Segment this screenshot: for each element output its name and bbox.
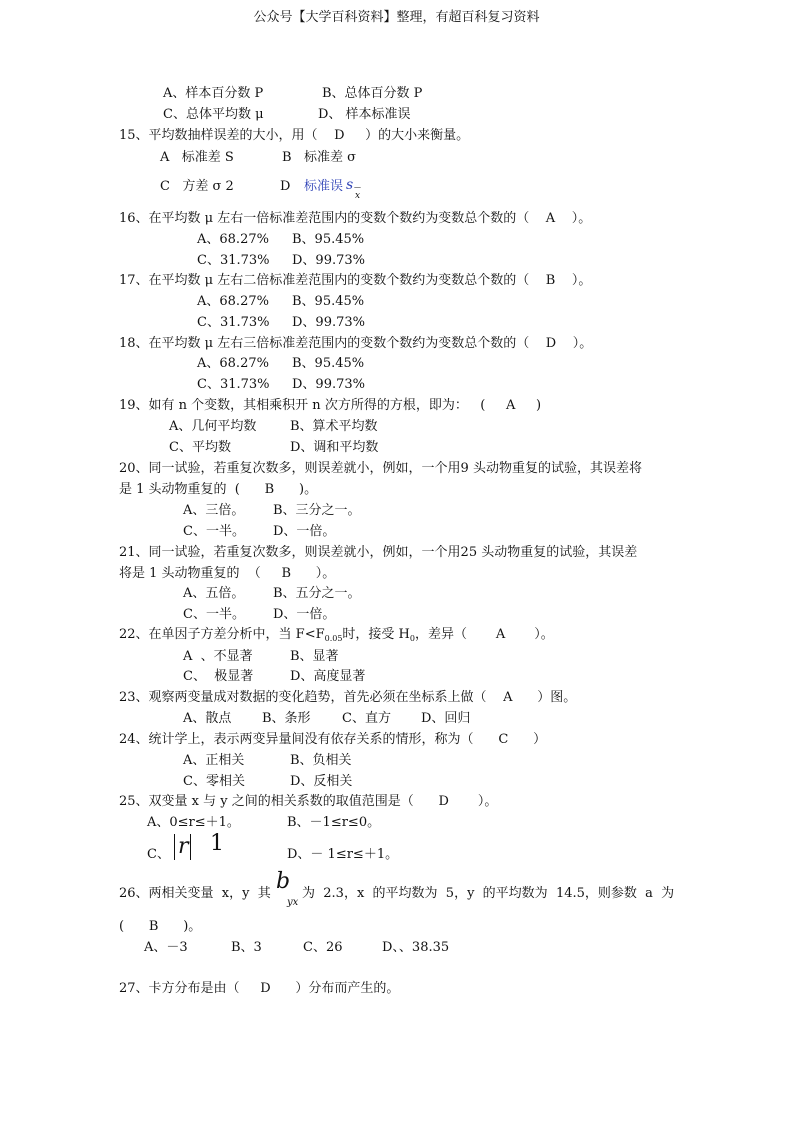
- q26-option-b: B、3: [231, 940, 262, 955]
- q23-option-b: B、条形: [262, 711, 311, 726]
- q19-option-a: A、几何平均数: [169, 419, 257, 434]
- q22-stem-post: ，差异（ A ）。: [415, 627, 554, 642]
- q19-option-c: C、平均数: [169, 440, 231, 455]
- q20-stem-line-1: 20、同一试验，若重复次数多，则误差就小，例如，一个用9 头动物重复的试验，其误差将: [119, 461, 642, 476]
- q16-option-b: B、95.45%: [292, 232, 365, 247]
- q21-option-a: A、五倍。: [183, 586, 245, 601]
- q24-option-c: C、零相关: [183, 774, 245, 789]
- q25-option-c-r: r: [178, 834, 189, 859]
- q20-option-d: D、一倍。: [273, 524, 336, 539]
- q22-option-c: C、 极显著: [183, 669, 254, 684]
- q18-option-d: D、99.73%: [292, 377, 365, 392]
- q24-option-d: D、反相关: [290, 774, 353, 789]
- q20-option-b: B、三分之一。: [273, 503, 361, 518]
- q25-option-c-label: C、: [147, 847, 170, 862]
- q14-option-b: B、总体百分数 P: [322, 86, 423, 101]
- q27-stem: 27、卡方分布是由（ D ）分布而产生的。: [119, 981, 400, 996]
- q20-option-c: C、一半。: [183, 524, 245, 539]
- q16-stem: 16、在平均数 μ 左右一倍标准差范围内的变数个数约为变数总个数的（ A ）。: [119, 211, 592, 226]
- q22-stem: [119, 627, 554, 647]
- q25-abs-bar-right: [190, 834, 191, 860]
- q25-abs-bar-left: [174, 834, 175, 860]
- q22-stem-subscript-2: 0: [409, 634, 415, 643]
- q15-stem: 15、平均数抽样误差的大小，用（ D ）的大小来衡量。: [119, 128, 470, 143]
- q21-stem-line-2: 将是 1 头动物重复的 （ B ）。: [119, 566, 336, 581]
- q25-option-a: A、0≤r≤＋1。: [147, 815, 240, 830]
- q22-option-d: D、高度显著: [290, 669, 366, 684]
- q14-option-d: D、 样本标准误: [318, 107, 411, 122]
- q26-b-subscript: yx: [287, 897, 299, 908]
- q18-option-a: A、68.27%: [197, 356, 269, 371]
- q23-option-d: D、回归: [421, 711, 471, 726]
- q16-option-c: C、31.73%: [197, 253, 270, 268]
- q26-b-symbol: b: [276, 869, 291, 894]
- q18-stem: 18、在平均数 μ 左右三倍标准差范围内的变数个数约为变数总个数的（ D ）。: [119, 336, 593, 351]
- q22-stem-mid: 时，接受 H: [342, 627, 410, 642]
- q16-option-a: A、68.27%: [197, 232, 269, 247]
- q25-option-c-one: 1: [210, 831, 224, 856]
- q25-option-b: B、－1≤r≤0。: [287, 815, 381, 830]
- q17-option-b: B、95.45%: [292, 294, 365, 309]
- q26-stem-post: 为 2.3，x 的平均数为 5，y 的平均数为 14.5，则参数 a 为: [302, 886, 675, 901]
- q20-stem-line-2: 是 1 头动物重复的 ( B )。: [119, 482, 318, 497]
- q21-option-c: C、一半。: [183, 607, 245, 622]
- q17-option-c: C、31.73%: [197, 315, 270, 330]
- q23-option-c: C、直方: [342, 711, 391, 726]
- q15-option-d-label: D: [280, 179, 291, 194]
- q18-option-b: B、95.45%: [292, 356, 365, 371]
- q23-option-a: A、散点: [183, 711, 232, 726]
- q15-option-d-symbol: s: [346, 177, 354, 193]
- q21-option-b: B、五分之一。: [273, 586, 361, 601]
- q14-option-a: A、样本百分数 P: [163, 86, 264, 101]
- q15-option-d-subscript: x: [355, 191, 361, 201]
- page-header: 公众号【大学百科资料】整理，有超百科复习资料: [253, 10, 540, 25]
- q26-option-d: D、、38.35: [382, 940, 450, 955]
- q15-option-c: C 方差 σ 2: [160, 179, 234, 194]
- q19-option-d: D、调和平均数: [290, 440, 379, 455]
- q26-stem-line-2: ( B )。: [119, 919, 202, 934]
- q23-stem: 23、观察两变量成对数据的变化趋势，首先必须在坐标系上做（ A ）图。: [119, 690, 577, 705]
- q22-option-a: A 、不显著: [183, 649, 253, 664]
- q14-option-c: C、总体平均数 μ: [163, 107, 264, 122]
- q17-stem: 17、在平均数 μ 左右二倍标准差范围内的变数个数约为变数总个数的（ B ）。: [119, 273, 592, 288]
- q19-option-b: B、算术平均数: [290, 419, 378, 434]
- q26-option-a: A、－3: [144, 940, 188, 955]
- q26-option-c: C、26: [303, 940, 343, 955]
- q21-stem-line-1: 21、同一试验，若重复次数多，则误差就小，例如，一个用25 头动物重复的试验，其误差: [119, 545, 638, 560]
- q15-option-d-bar: —: [354, 183, 361, 191]
- q15-option-d-text: 标准误: [304, 179, 344, 194]
- q17-option-a: A、68.27%: [197, 294, 269, 309]
- q17-option-d: D、99.73%: [292, 315, 365, 330]
- q26-stem-pre: 26、两相关变量 x，y 其: [119, 886, 271, 901]
- q22-stem-subscript-1: 0.05: [324, 634, 343, 643]
- q25-option-d: D、－ 1≤r≤＋1。: [287, 847, 399, 862]
- q15-option-b: B 标准差 σ: [282, 150, 356, 165]
- q22-option-b: B、显著: [290, 649, 339, 664]
- q24-stem: 24、统计学上，表示两变异量间没有依存关系的情形，称为（ C ）: [119, 732, 547, 747]
- q15-option-a: A 标准差 S: [160, 150, 234, 165]
- q25-stem: 25、双变量 x 与 y 之间的相关系数的取值范围是（ D ）。: [119, 794, 498, 809]
- q16-option-d: D、99.73%: [292, 253, 365, 268]
- q19-stem: 19、如有 n 个变数，其相乘积开 n 次方所得的方根，即为： ( A ): [119, 398, 542, 413]
- q24-option-a: A、正相关: [183, 753, 245, 768]
- q22-stem-pre: 22、在单因子方差分析中，当 F<F: [119, 627, 325, 642]
- q20-option-a: A、三倍。: [183, 503, 245, 518]
- q18-option-c: C、31.73%: [197, 377, 270, 392]
- q21-option-d: D、一倍。: [273, 607, 336, 622]
- q24-option-b: B、负相关: [290, 753, 352, 768]
